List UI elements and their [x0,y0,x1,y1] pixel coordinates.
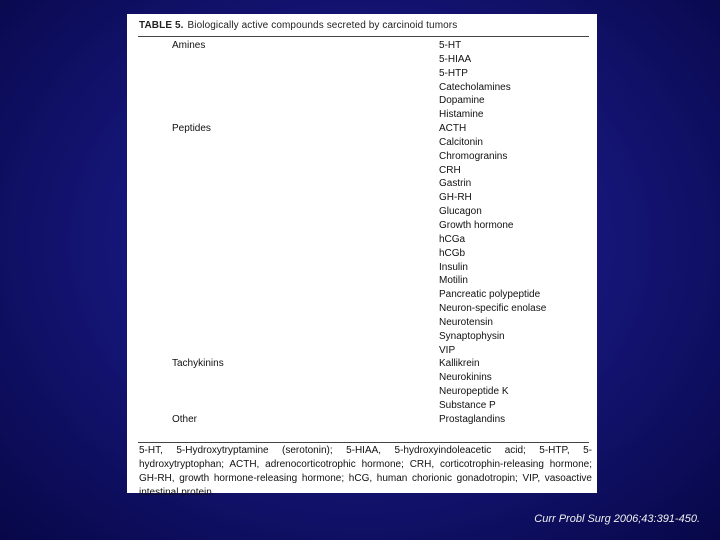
table-caption: Biologically active compounds secreted by carcinoid tumors [187,20,458,31]
table-row [127,330,597,344]
table-row [127,261,597,275]
compound-cell: Glucagon [439,206,482,218]
compound-cell: Dopamine [439,95,485,107]
compound-cell: Pancreatic polypeptide [439,289,541,301]
table-panel [127,14,597,498]
compound-cell: hCGa [439,233,466,245]
category-cell: Peptides [172,123,211,135]
table-top-rule [138,36,589,37]
compound-cell: Insulin [439,261,468,273]
table-row [127,385,597,399]
table-row [127,94,597,108]
table-row [127,136,597,150]
table-row [127,371,597,385]
compound-cell: Kallikrein [439,358,480,370]
category-cell: Tachykinins [172,358,224,370]
table-row [127,219,597,233]
table-label: TABLE 5. [139,20,184,31]
table-row [127,302,597,316]
compound-cell: Calcitonin [439,136,483,148]
table-row [127,53,597,67]
table-row [127,233,597,247]
compound-cell: 5-HIAA [439,53,472,65]
table-bottom-rule [138,442,589,443]
table-row [127,413,597,427]
table-row [127,344,597,358]
compound-cell: Chromogranins [439,150,508,162]
compound-cell: GH-RH [439,192,472,204]
table-row [127,288,597,302]
compound-cell: Neurotensin [439,316,493,328]
compound-cell: Synaptophysin [439,330,505,342]
table-row [127,399,597,413]
table-row [127,39,597,53]
compound-cell: 5-HT [439,40,462,51]
compound-cell: Neurokinins [439,372,492,384]
category-cell: Other [172,413,198,425]
table-row [127,357,597,371]
table-row [127,205,597,219]
table-body [127,39,597,427]
table-footnote: 5-HT, 5-Hydroxytryptamine (serotonin); 5-HIAA, 5-hydroxyindoleacetic acid; 5-HTP, 5-hydroxytryptophan; ACTH, adrenocorticotrophic hormone; CRH, corticotrophin-releasing hormone; GH-RH, growth hormone-releasing hormone; hCG, human chorionic gonadotropin; VIP, vasoactive intestinal protein. [139,445,592,498]
compound-cell: Catecholamines [439,81,511,93]
table-row [127,191,597,205]
category-cell: Amines [172,40,206,51]
compound-cell: Growth hormone [439,219,514,231]
table-row [127,274,597,288]
table-row [127,177,597,191]
compound-cell: Prostaglandins [439,413,506,425]
compound-cell: Neuron-specific enolase [439,303,547,315]
compound-cell: Histamine [439,109,484,121]
compound-cell: Motilin [439,275,468,287]
table-row [127,108,597,122]
compound-cell: CRH [439,164,461,176]
compound-cell: hCGb [439,247,466,259]
citation: Curr Probl Surg 2006;43:391-450. [534,513,700,525]
compound-cell: Gastrin [439,178,472,190]
compound-cell: VIP [439,344,456,356]
compound-cell: 5-HTP [439,67,468,79]
table-row [127,67,597,81]
table-row [127,247,597,261]
compound-cell: Neuropeptide K [439,386,509,398]
compound-cell: Substance P [439,399,496,411]
table-row [127,81,597,95]
table-row [127,122,597,136]
table-row [127,316,597,330]
table-row [127,150,597,164]
table-title [139,20,457,31]
compound-cell: ACTH [439,123,467,135]
table-row [127,164,597,178]
